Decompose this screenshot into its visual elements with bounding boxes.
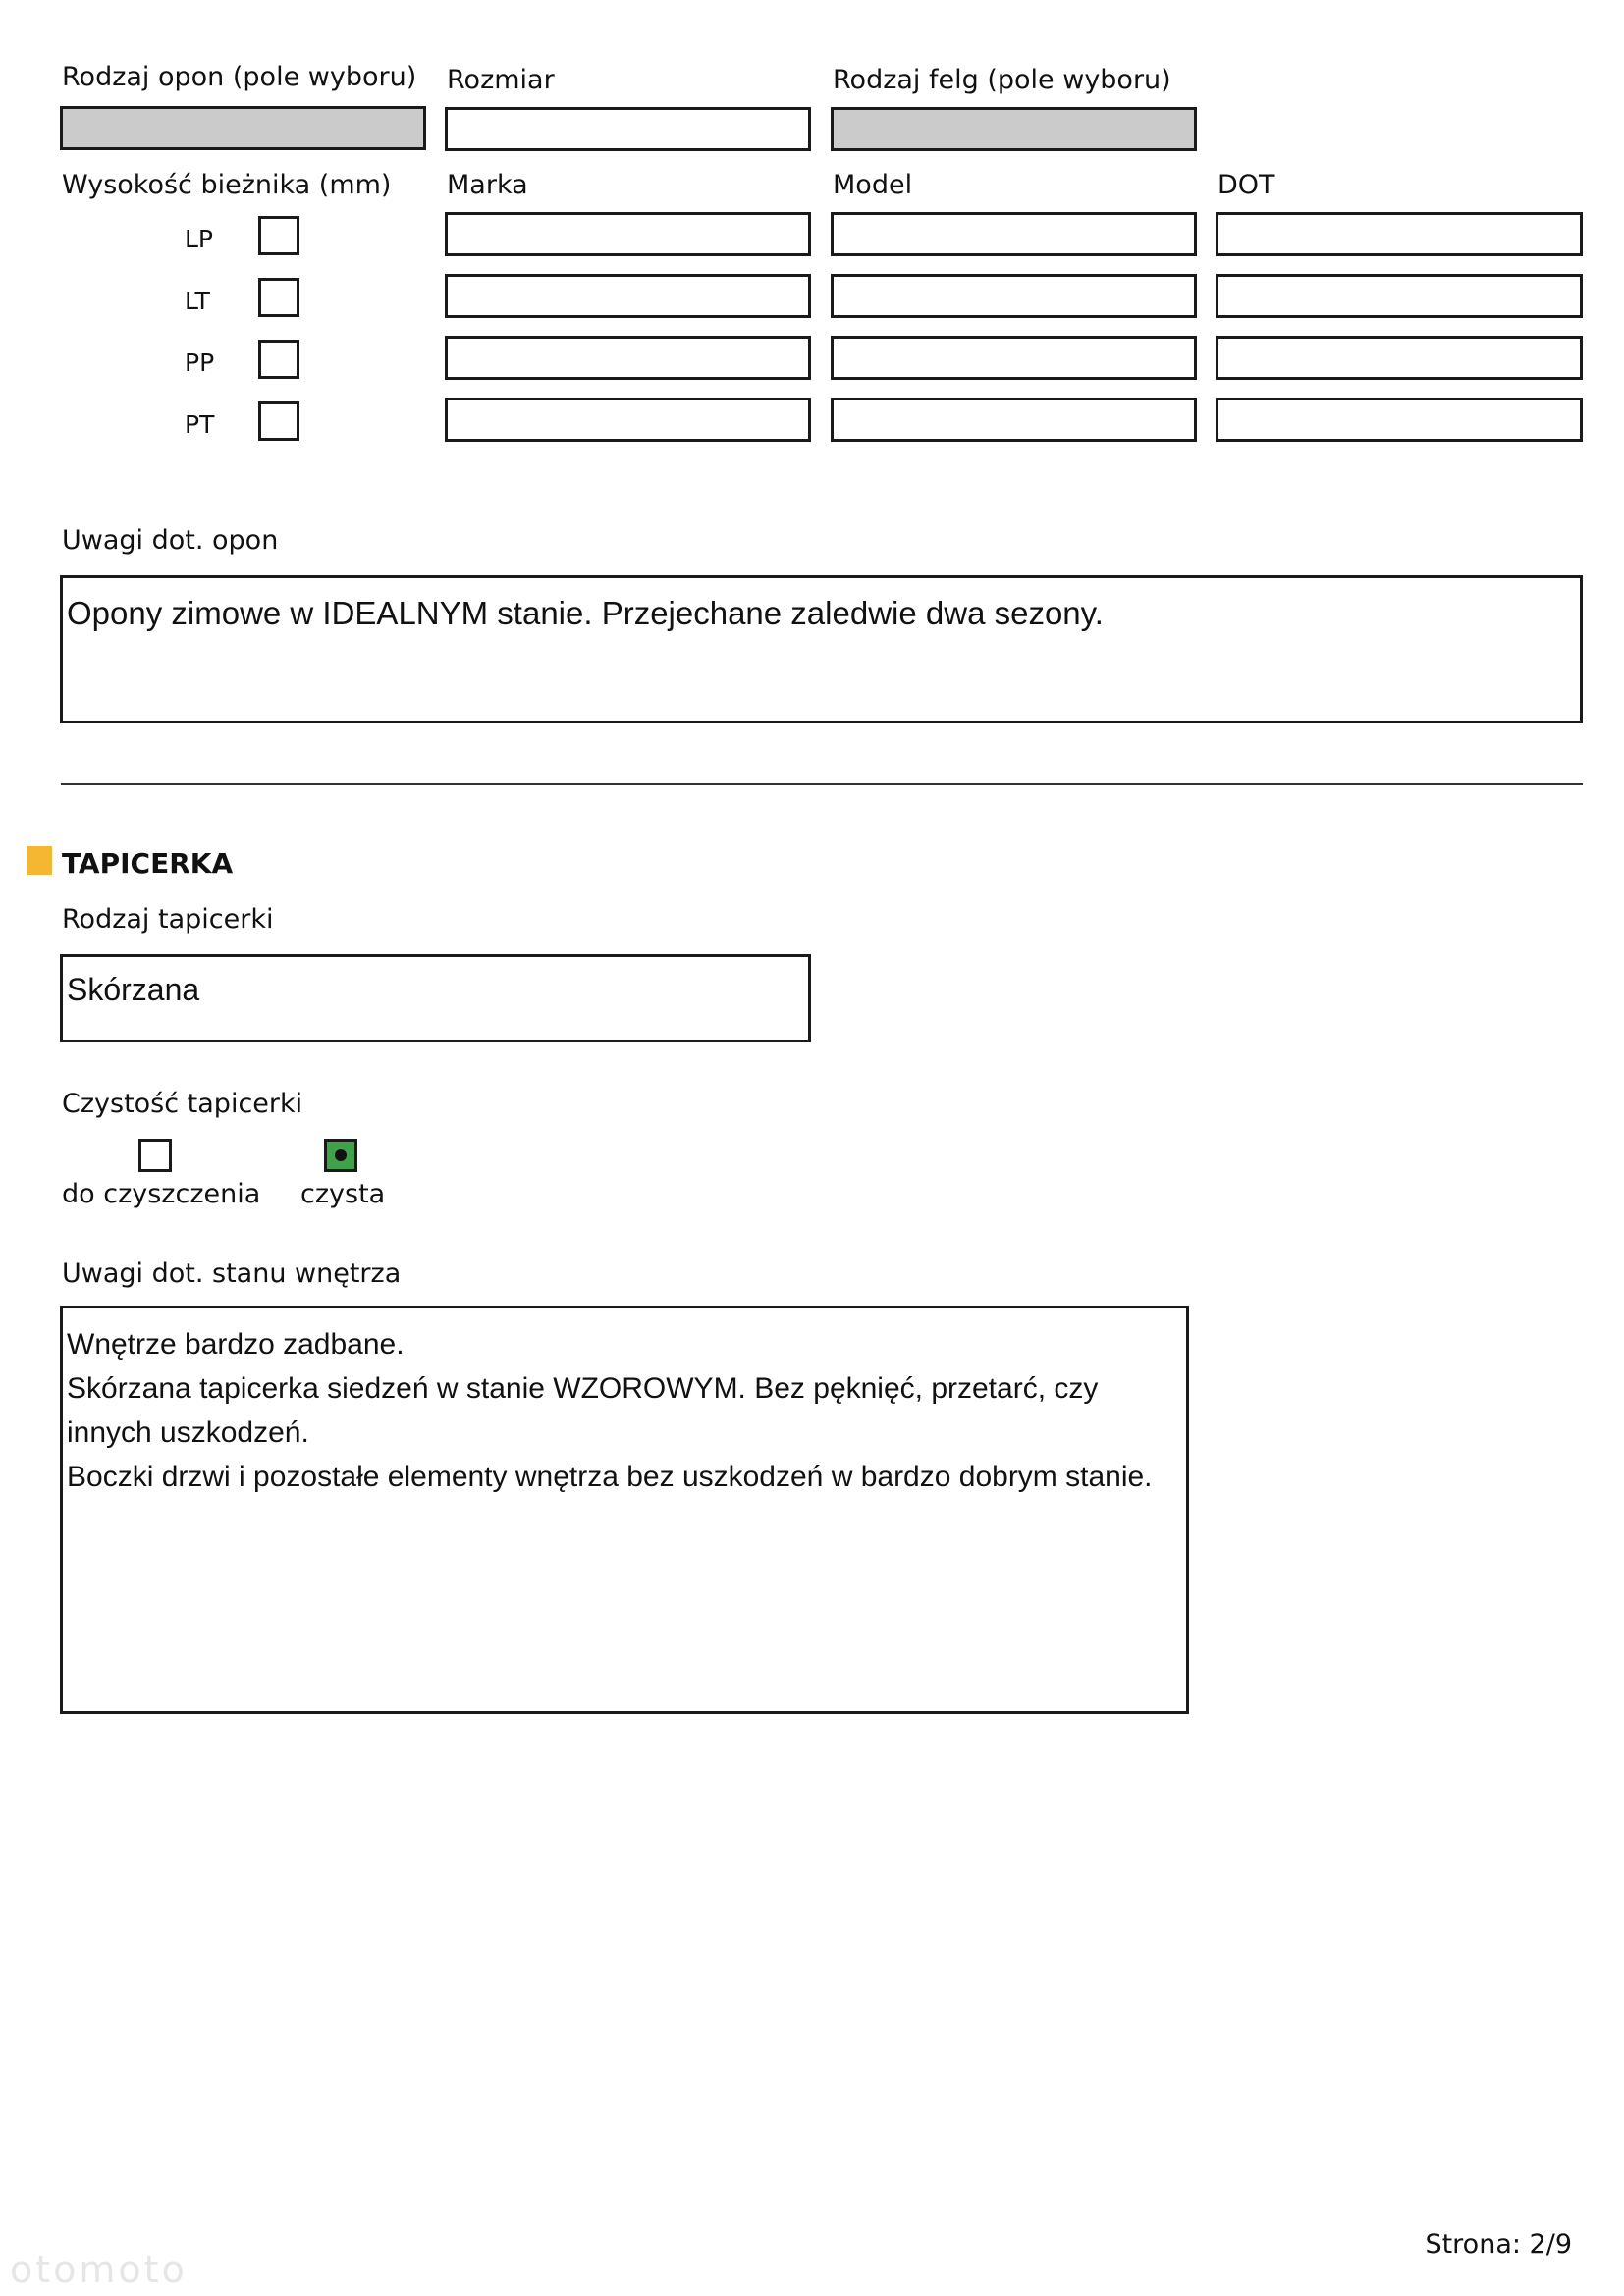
tread-input-lp[interactable] bbox=[258, 216, 299, 255]
dot-field-lp[interactable] bbox=[1216, 212, 1583, 256]
tire-type-select[interactable] bbox=[60, 106, 426, 150]
watermark-logo: otomoto bbox=[10, 2248, 188, 2291]
selected-dot-icon bbox=[335, 1149, 347, 1161]
interior-notes-text: Wnętrze bardzo zadbane. Skórzana tapicerka siedzeń w stanie WZOROWYM. Bez pęknięć, przetarć, czy innych uszkodzeń. Boczki drzwi i pozostałe elementy wnętrza bez uszkodzeń w bardzo dobrym stanie. bbox=[67, 1328, 1153, 1493]
size-label: Rozmiar bbox=[447, 65, 555, 95]
tread-input-lt[interactable] bbox=[258, 278, 299, 317]
size-field[interactable] bbox=[445, 107, 811, 151]
dot-field-pt[interactable] bbox=[1216, 398, 1583, 442]
model-field-lp[interactable] bbox=[831, 212, 1197, 256]
model-field-lt[interactable] bbox=[831, 274, 1197, 318]
model-label: Model bbox=[833, 170, 913, 200]
dot-field-lt[interactable] bbox=[1216, 274, 1583, 318]
brand-field-pp[interactable] bbox=[445, 336, 811, 380]
dot-label: DOT bbox=[1218, 170, 1275, 200]
tire-notes-label: Uwagi dot. opon bbox=[62, 525, 279, 556]
position-label-pt: PT bbox=[185, 410, 215, 439]
upholstery-type-field[interactable] bbox=[60, 954, 811, 1042]
section-divider bbox=[61, 783, 1583, 785]
upholstery-type-label: Rodzaj tapicerki bbox=[62, 904, 274, 934]
brand-field-lt[interactable] bbox=[445, 274, 811, 318]
rim-type-select[interactable] bbox=[831, 107, 1197, 151]
tire-notes-textarea[interactable] bbox=[60, 575, 1583, 723]
position-label-lp: LP bbox=[185, 225, 214, 253]
option-clean-label: czysta bbox=[300, 1179, 386, 1209]
rim-type-label: Rodzaj felg (pole wyboru) bbox=[833, 65, 1171, 95]
interior-notes-label: Uwagi dot. stanu wnętrza bbox=[62, 1258, 402, 1289]
tread-input-pp[interactable] bbox=[258, 340, 299, 379]
model-field-pp[interactable] bbox=[831, 336, 1197, 380]
tread-input-pt[interactable] bbox=[258, 401, 299, 441]
tire-type-label: Rodzaj opon (pole wyboru) bbox=[62, 62, 417, 92]
upholstery-type-value: Skórzana bbox=[67, 972, 200, 1007]
position-label-pp: PP bbox=[185, 348, 215, 377]
brand-field-lp[interactable] bbox=[445, 212, 811, 256]
dot-field-pp[interactable] bbox=[1216, 336, 1583, 380]
section-title: TAPICERKA bbox=[62, 847, 234, 880]
option-dirty-radio[interactable] bbox=[138, 1139, 172, 1172]
tread-depth-label: Wysokość bieżnika (mm) bbox=[62, 170, 392, 200]
interior-notes-textarea[interactable] bbox=[60, 1306, 1189, 1714]
option-clean-radio[interactable] bbox=[324, 1139, 357, 1172]
option-dirty-label: do czyszczenia bbox=[62, 1179, 261, 1209]
section-marker bbox=[27, 846, 52, 875]
position-label-lt: LT bbox=[185, 287, 210, 315]
cleanliness-label: Czystość tapicerki bbox=[62, 1089, 303, 1119]
page-number: Strona: 2/9 bbox=[1425, 2229, 1572, 2260]
brand-label: Marka bbox=[447, 170, 528, 200]
model-field-pt[interactable] bbox=[831, 398, 1197, 442]
tire-notes-text: Opony zimowe w IDEALNYM stanie. Przejechane zaledwie dwa sezony. bbox=[67, 595, 1104, 631]
brand-field-pt[interactable] bbox=[445, 398, 811, 442]
